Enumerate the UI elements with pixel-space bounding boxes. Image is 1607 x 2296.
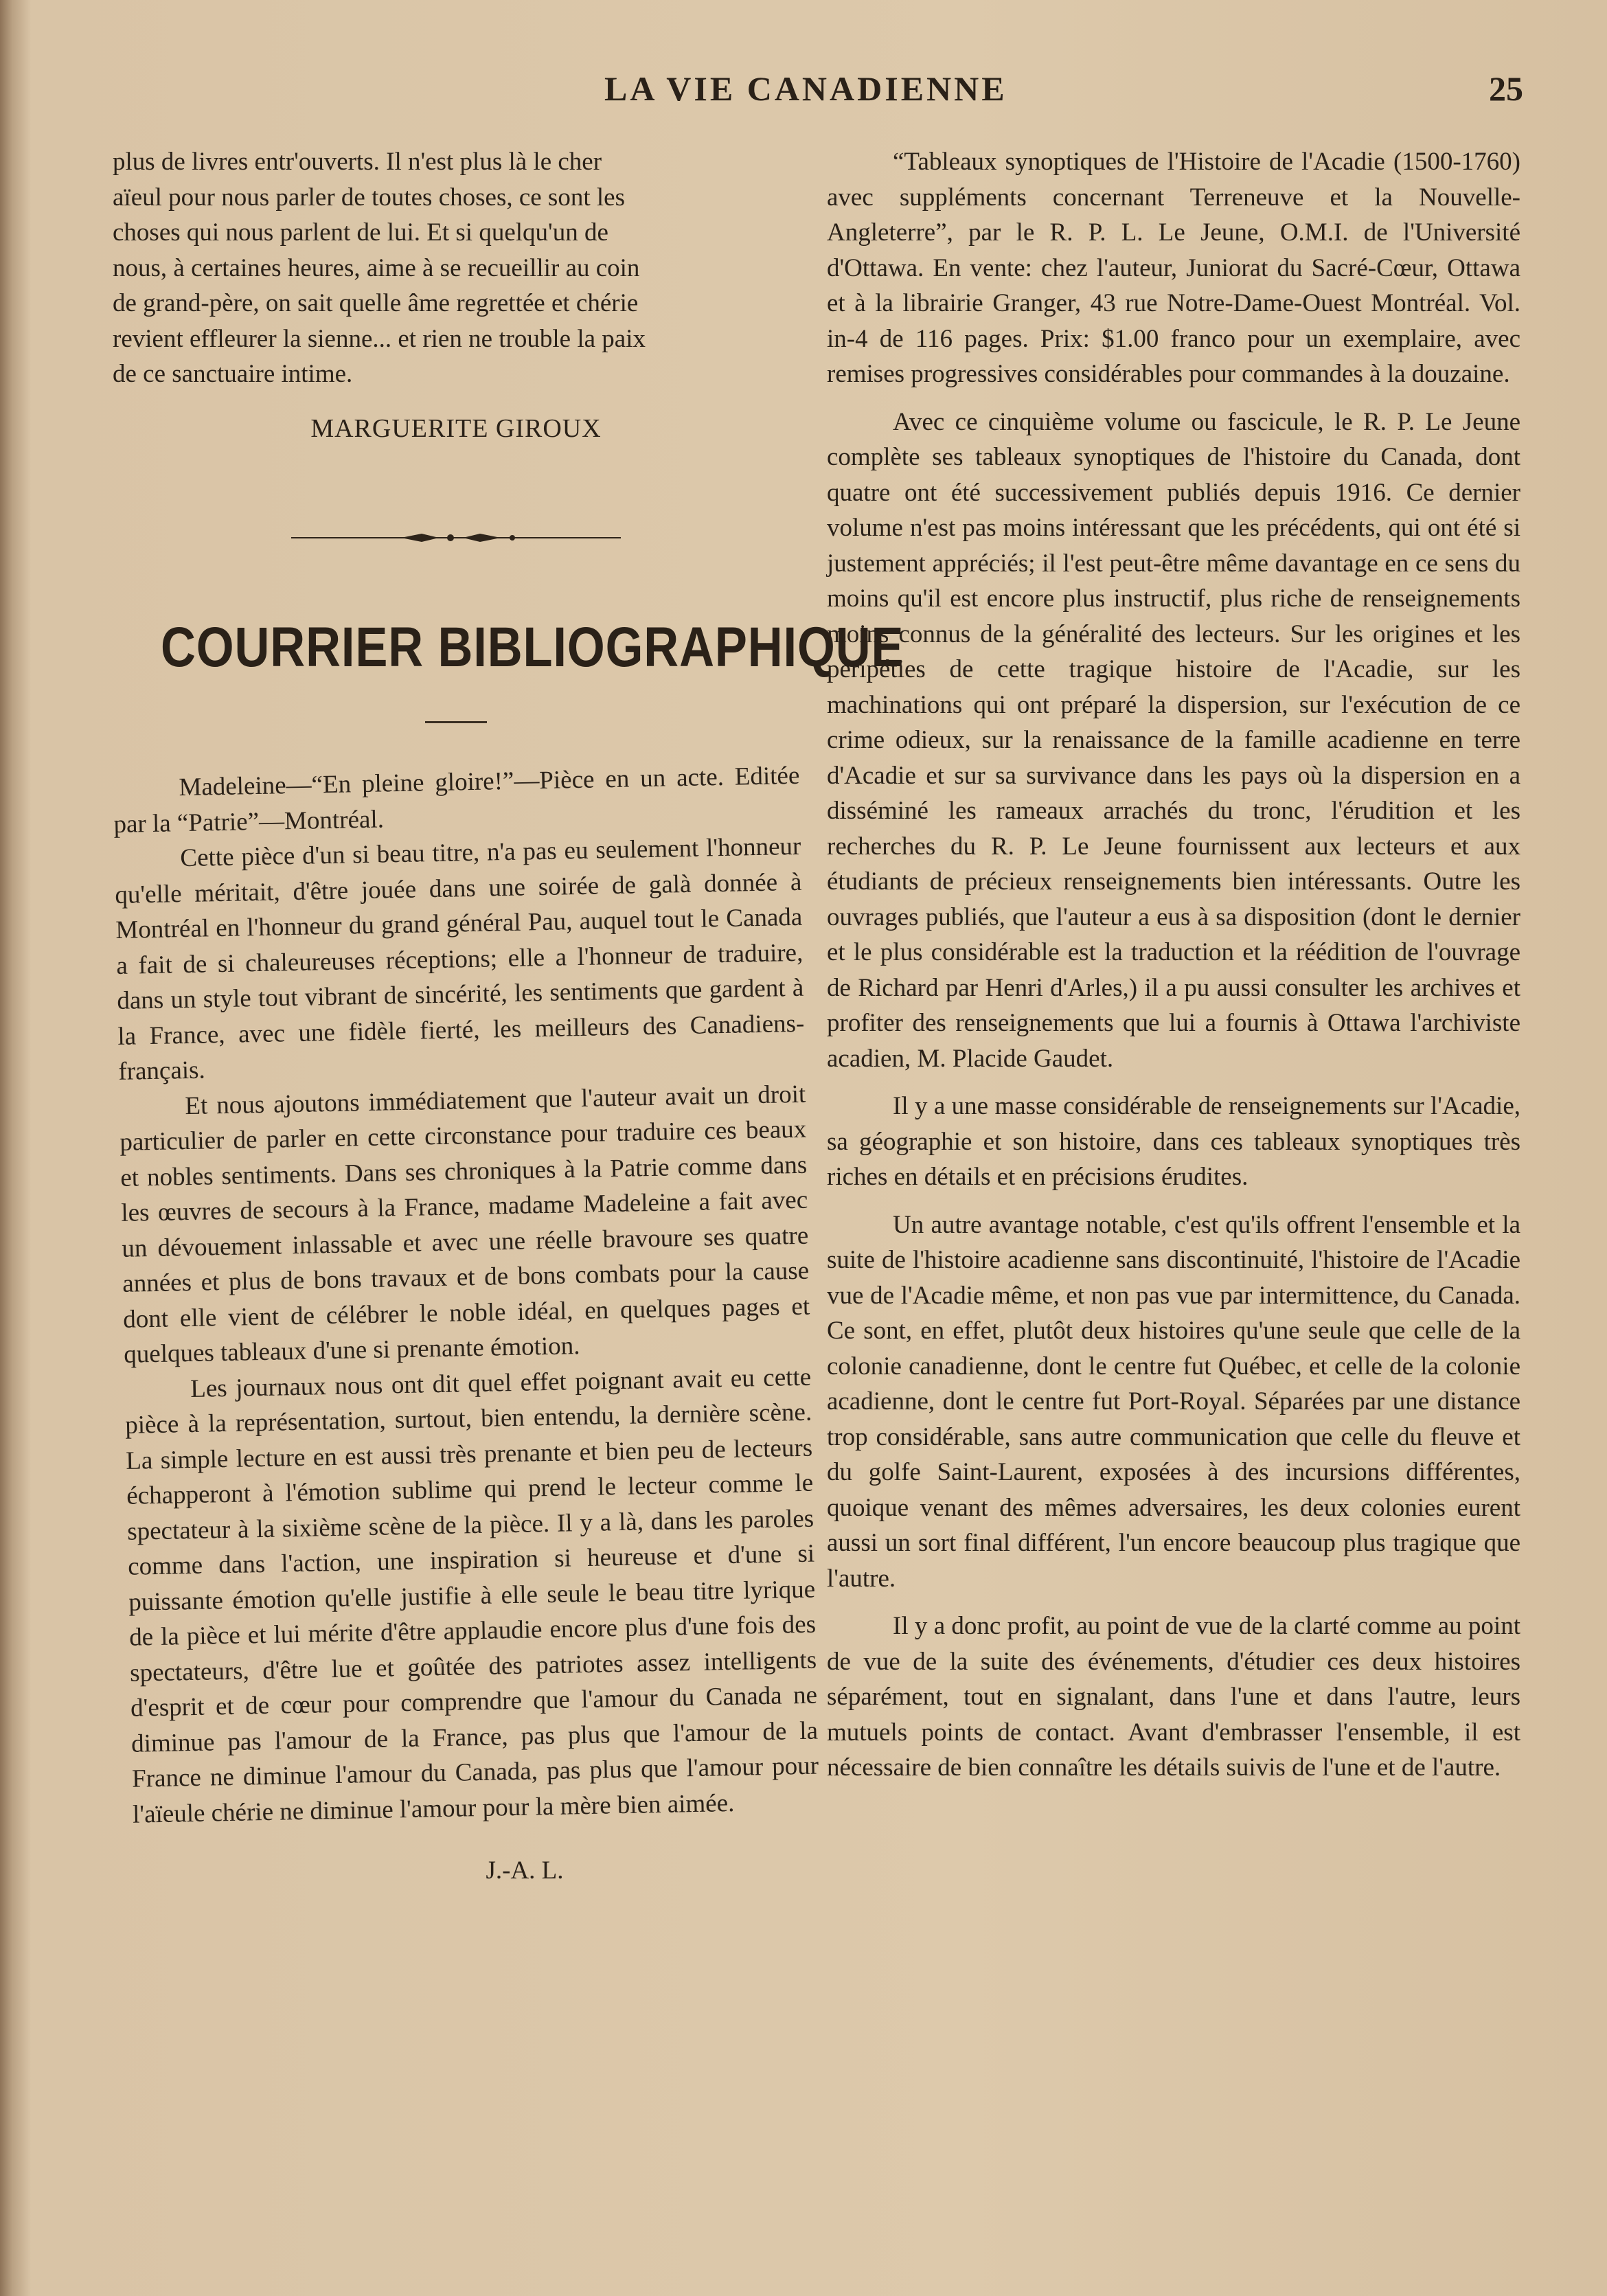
section-title: COURRIER BIBLIOGRAPHIQUE [161,616,904,679]
page-number: 25 [1489,69,1523,108]
paragraph: Et nous ajoutons immédiatement que l'auteur avait un droit particulier de parler en cette circonstance pour traduire ces beaux et nobles sentiments. Dans ses chroniques à la Patrie comme dans les œuvres de secours à la France, madame Madeleine a fait avec un dévouement inlassable et avec une réelle bravoure ses quatre années et plus de bons travaux et de bons combats pour la cause dont elle vient de célébrer le noble idéal, en quelques pages et quelques tableaux d'une si prenante émotion. [119,1080,810,1369]
paragraph: Avec ce cinquième volume ou fascicule, le R. P. Le Jeune complète ses tableaux synoptiques de l'histoire du Canada, dont quatre ont été successivement publiés depuis 1916. Ce dernier volume n'est pas moins intéressant que les précédents, qui ont été si justement appréciés; il l'est peut-être même davantage en ce sens du moins qu'il est encore plus instructif, plus riche de renseignements moins connus de la généralité des lecteurs. Sur les origines et les péripéties de cette tragique histoire de l'Acadie, sur les machinations qui ont préparé la dispersion, sur l'exécution de ce crime odieux, sur la renaissance de la famille acadienne en terre d'Acadie et sur sa survivance dans les pays où la dispersion en a disséminé les rameaux arrachés du tronc, l'érudition et les recherches du R. P. Le Jeune fournissent aux lecteurs et aux étudiants de précieux renseignements bien intéressants. Outre les ouvrages publiés, que l'auteur a eus à sa disposition (dont le dernier et le plus considérable est la traduction et la réédition de l'ouvrage de Richard par Henri d'Arles,) il a pu aussi consulter les archives et profiter des renseignements que lui a fournis à Ottawa l'archiviste acadien, M. Placide Gaudet. [827,407,1520,1073]
text-line: choses qui nous parlent de lui. Et si quelqu'un de [113,218,608,247]
text-line: revient effleurer la sienne... et rien ne trouble la paix [113,324,646,353]
paragraph: Un autre avantage notable, c'est qu'ils offrent l'ensemble et la suite de l'histoire acadienne sans discontinuité, l'histoire de l'Acadie vue de l'Acadie même, et non pas vue par intermittence, du Canada. Ce sont, en effet, plutôt deux histoires qu'une seule que celle de la colonie canadienne, dont le centre fut Québec, et celle de la colonie acadienne, dont le centre fut Port-Royal. Séparées par une distance trop considérable, sans autre communication que celle du fleuve et du golfe Saint-Laurent, exposées à des incursions différentes, quoique venant des mêmes adversaires, les deux colonies eurent aussi un sort final différent, l'un encore beaucoup plus tragique que l'autre. [827,1210,1520,1593]
paragraph: Il y a donc profit, au point de vue de la clarté comme au point de vue de la suite des événements, d'étudier ces deux histoires séparément, tout en signalant, dans l'une et dans l'autre, leurs mutuels points de contact. Avant d'embrasser l'ensemble, il est nécessaire de bien connaître les détails suivis de l'une et de l'autre. [827,1612,1520,1782]
book-citation: “Tableaux synoptiques de l'Histoire de l'Acadie (1500-1760) avec suppléments concernant Terreneuve et la Nouvelle-Angleterre”, par le R. P. L. Le Jeune, O.M.I. de l'Université d'Ottawa. En vente: chez l'auteur, Juniorat du Sacré-Cœur, Ottawa et à la librairie Granger, 43 rue Notre-Dame-Ouest Montréal. Vol. in-4 de 116 pages. Prix: $1.00 franco pour un exemplaire, avec remises progressives considérables pour commandes à la douzaine. [827,148,1520,388]
author-signature: MARGUERITE GIROUX [310,413,602,443]
left-column [113,144,904,1889]
text-line: nous, à certaines heures, aime à se recueillir au coin [113,253,640,282]
opening-lines [113,144,799,392]
decorative-divider-icon [291,527,621,548]
text-line: plus de livres entr'ouverts. Il n'est plus là le cher [113,148,602,176]
review-attribution: J.-A. L. [486,1856,564,1885]
right-column [827,144,1520,1786]
journal-title: LA VIE CANADIENNE [604,69,1007,108]
text-line: de ce sanctuaire intime. [113,360,353,388]
review-citation: Madeleine—“En pleine gloire!”—Pièce en un acte. Editée par la “Patrie”—Montréal. [113,761,800,839]
paragraph: Les journaux nous ont dit quel effet poignant avait eu cette pièce à la représentation, surtout, bien entendu, la dernière scène. La simple lecture en est aussi très prenante et bien peu de lecteurs échapperont à l'émotion sublime qui prend le lecteur comme le spectateur à la sixième scène de la pièce. Il y a là, dans les paroles comme dans l'action, une inspiration si heureuse et d'une si puissante émotion qu'elle justifie à elle seule le beau titre lyrique de la pièce et lui mérite d'être applaudie encore plus d'une fois des spectateurs, d'être lue et goûtée des patriotes assez intelligents d'esprit et de cœur pour comprendre que l'amour du Canada ne diminue pas l'amour de la France, pas plus que l'amour de la France ne diminue l'amour du Canada, pas plus que l'amour pour l'aïeule chérie ne diminue l'amour pour la mère bien aimée. [124,1363,819,1829]
text-line: aïeul pour nous parler de toutes choses, ce sont les [113,183,625,212]
text-line: de grand-père, on sait quelle âme regrettée et chérie [113,289,639,317]
paragraph: Cette pièce d'un si beau titre, n'a pas eu seulement l'honneur qu'elle méritait, d'être jouée dans une soirée de galà donnée à Montréal en l'honneur du grand général Pau, auquel tout le Canada a fait de si chaleureuses réceptions; elle a l'honneur de traduire, dans un style tout vibrant de sincérité, les sentiments que gardent à la France, avec une fidèle fierté, les meilleurs des Canadiens-français. [115,832,805,1086]
divider-rule [425,721,487,723]
running-header [0,63,1607,111]
paragraph: Il y a une masse considérable de renseignements sur l'Acadie, sa géographie et son histoire, dans ces tableaux synoptiques très riches en détails et en précisions érudites. [827,1092,1520,1191]
review-body [113,758,819,1832]
